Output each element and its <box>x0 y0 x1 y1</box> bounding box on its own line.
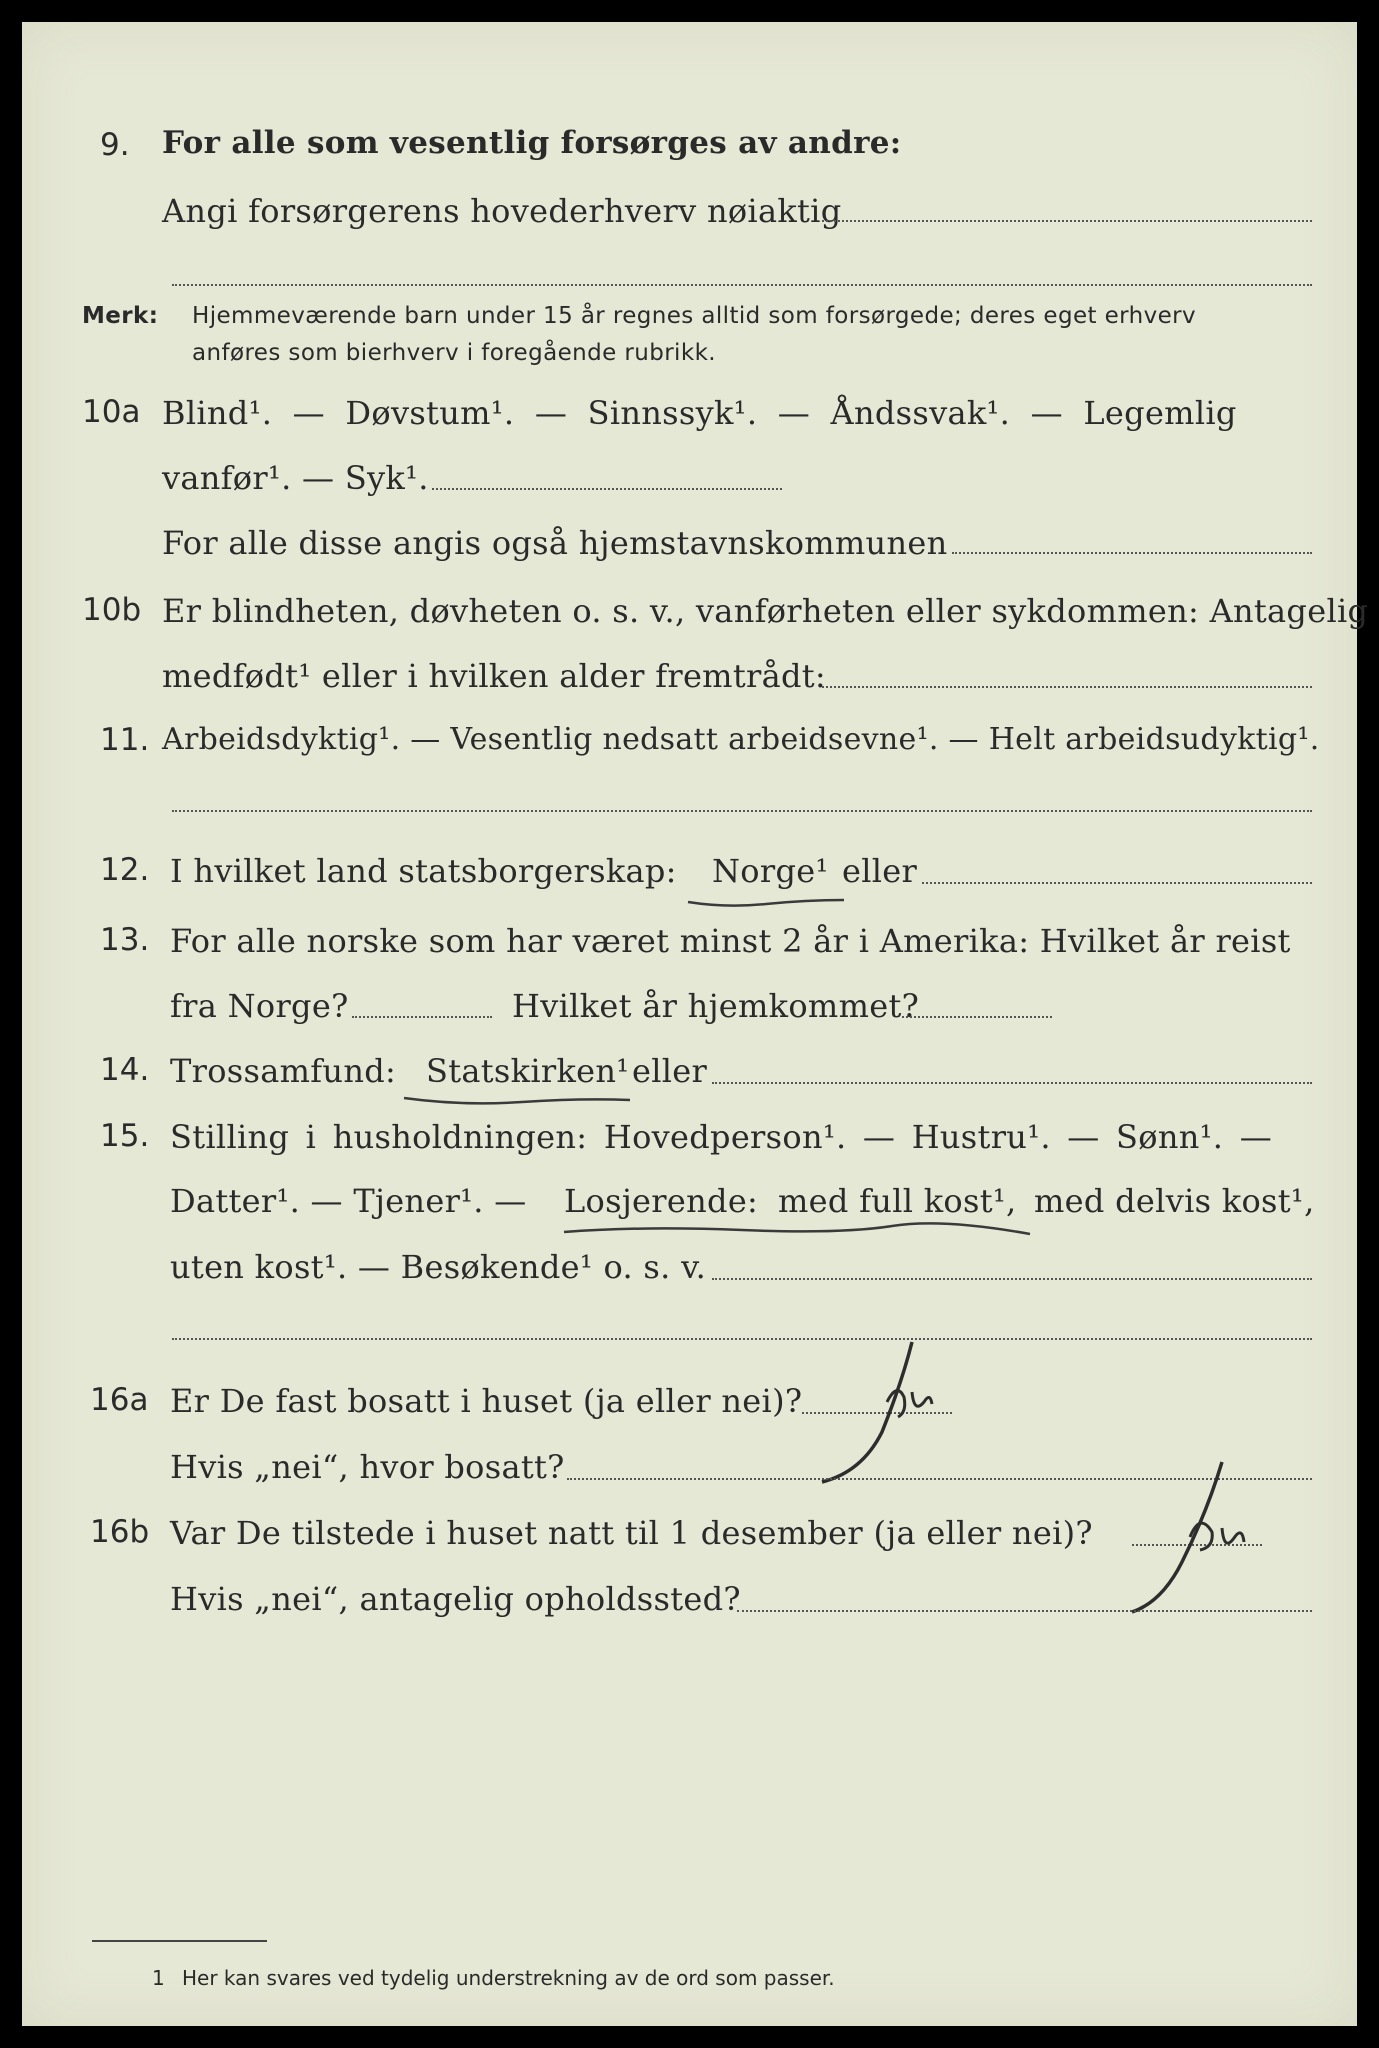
footnote-text: Her kan svares ved tydelig understrekning av de ord som passer. <box>182 1966 835 1990</box>
q16b-line2: Hvis „nei“, antagelig opholdssted? <box>170 1580 741 1618</box>
q13-line2a: fra Norge? <box>170 987 349 1025</box>
q9-line: Angi forsørgerens hovederhverv nøiaktig <box>162 192 842 230</box>
q16b-number: 16b <box>90 1514 150 1550</box>
q12-prefix: I hvilket land statsborgerskap: <box>170 852 677 890</box>
q12-hand-underline <box>686 894 846 914</box>
q14-prefix: Trossamfund: <box>170 1052 397 1090</box>
q10a-line2: vanfør¹. — Syk¹. <box>162 459 429 497</box>
q16a-number: 16a <box>90 1382 149 1418</box>
q16b-opholdssted-line[interactable] <box>737 1610 1312 1612</box>
q13-line2b: Hvilket år hjemkommet? <box>512 987 920 1025</box>
q11-answer-line[interactable] <box>172 810 1312 812</box>
q16a-line1: Er De fast bosatt i huset (ja eller nei)? <box>170 1382 803 1420</box>
q16a-line2: Hvis „nei“, hvor bosatt? <box>170 1448 565 1486</box>
q11-line1: Arbeidsdyktig¹. — Vesentlig nedsatt arbeidsevne¹. — Helt arbeidsudyktig¹. <box>162 722 1320 757</box>
q9-answer-line-2[interactable] <box>172 284 1312 286</box>
q16b-line1: Var De tilstede i huset natt til 1 desember (ja eller nei)? <box>170 1514 1093 1552</box>
q10b-answer-line[interactable] <box>822 686 1312 688</box>
q9-answer-line[interactable] <box>822 220 1312 222</box>
footnote-rule <box>92 1940 267 1942</box>
q15-losjerende: Losjerende: <box>564 1182 759 1220</box>
q10b-line2: medfødt¹ eller i hvilken alder fremtrådt: <box>162 657 826 695</box>
q14-hand-underline <box>402 1092 632 1112</box>
q10a-number: 10a <box>82 394 141 430</box>
q9-title: For alle som vesentlig forsørges av andre: <box>162 125 902 161</box>
q10a-line3: For alle disse angis også hjemstavnskommunen <box>162 524 948 562</box>
q15-line2d: med delvis kost¹, <box>1034 1182 1315 1220</box>
q14-number: 14. <box>100 1052 150 1088</box>
q16b-handwritten-answer <box>1082 1442 1272 1622</box>
q14-suffix: eller <box>632 1052 708 1090</box>
merk-line2: anføres som bierhverv i foregående rubrikk. <box>192 340 716 366</box>
merk-line1: Hjemmeværende barn under 15 år regnes alltid som forsørgede; deres eget erhverv <box>192 303 1197 329</box>
q15-line1: Stilling i husholdningen: Hovedperson¹. — Hustru¹. — Sønn¹. — <box>170 1118 1273 1156</box>
q14-answer-line[interactable] <box>712 1082 1312 1084</box>
q14-underlined-answer[interactable]: Statskirken¹ <box>426 1052 630 1090</box>
merk-label: Merk: <box>82 303 159 329</box>
q11-number: 11. <box>100 722 150 758</box>
q10b-number: 10b <box>82 592 142 628</box>
q12-answer-line[interactable] <box>922 882 1312 884</box>
q10a-answer-line[interactable] <box>432 488 782 490</box>
q13-line1: For alle norske som har været minst 2 år i Amerika: Hvilket år reist <box>170 922 1291 960</box>
q16a-handwritten-answer <box>802 1322 962 1492</box>
q15-number: 15. <box>100 1118 150 1154</box>
q12-underlined-answer[interactable]: Norge¹ <box>712 852 829 890</box>
q13-hjemkommet-line[interactable] <box>902 1016 1052 1018</box>
q9-number: 9. <box>100 127 130 163</box>
q13-number: 13. <box>100 922 150 958</box>
q13-reist-line[interactable] <box>352 1016 492 1018</box>
census-form-page <box>22 22 1369 2026</box>
q15-underlined-answer[interactable]: med full kost¹, <box>778 1182 1017 1220</box>
q15-line2a: Datter¹. — Tjener¹. — <box>170 1182 527 1220</box>
footnote-mark: 1 <box>152 1966 165 1990</box>
q15-line3: uten kost¹. — Besøkende¹ o. s. v. <box>170 1248 707 1286</box>
q10b-line1: Er blindheten, døvheten o. s. v., vanførheten eller sykdommen: Antagelig <box>162 592 1369 630</box>
q15-hand-underline <box>562 1220 1032 1244</box>
q15-answer-line-2[interactable] <box>172 1338 1312 1340</box>
q10a-line1: Blind¹. — Døvstum¹. — Sinnssyk¹. — Åndssvak¹. — Legemlig <box>162 394 1237 432</box>
q10a-hjemstavn-line[interactable] <box>952 552 1312 554</box>
q12-suffix: eller <box>842 852 918 890</box>
q12-number: 12. <box>100 852 150 888</box>
q15-answer-line[interactable] <box>712 1278 1312 1280</box>
